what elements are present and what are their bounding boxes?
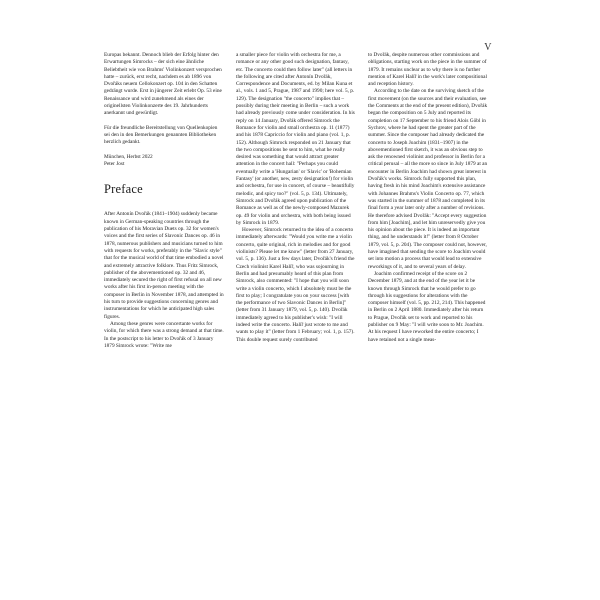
- text-column-1: [104, 52, 224, 350]
- preface-paragraph-2: Among these genres were concertante works for violin, for which there was a strong demand at that time. In the postscript to his letter to Dvořák of 3 January 1879 Simrock wrote: "Write me: [104, 320, 224, 349]
- column3-paragraph-2: According to the date on the surviving sketch of the first movement (on the sources and their evaluation, see the Comments at the end of the present edition), Dvořák began the composition on 5 July and reported its completion on 17 September to his friend Alois Göbl in Sychrov, where he had spent the greater part of the summer. Since the composer had already dedicated the concerto to Joseph Joachim (1831–1907) in the abovementioned first sketch, it was an obvious step to ask the renowned violinist and professor in Berlin for a critical perusal – all the more so since in July 1879 at an encounter in Berlin Joachim had shown great interest in Dvořák's works. Simrock fully supported this plan, having fresh in his mind Joachim's extensive assistance with Johannes Brahms's Violin Concerto op. 77, which was started in the summer of 1878 and completed in its final form a year later only after a number of revisions. He therefore advised Dvořák: "Accept every suggestion from him [Joachim], and let him unreservedly give you his opinion about the piece. It is indeed an important thing, and he understands it!" (letter from 8 October 1879, vol. 5, p. 204). The composer could not, however, have imagined that sending the score to Joachim would set into motion a process that would lead to extensive reworkings of it, and to several years of delay.: [368, 88, 488, 270]
- column3-paragraph-1: to Dvořák, despite numerous other commissions and obligations, starting work on the piece in the summer of 1879. It remains unclear as to why there is no further mention of Karel Halíř in the work's later compositional and reception history.: [368, 52, 487, 88]
- page-number: V: [484, 42, 492, 53]
- text-column-2: [236, 52, 356, 344]
- column2-paragraph-1: a smaller piece for violin with orchestra for me, a romance or any other good such designation, fantasy, etc. The concerto could then follow later" (all letters in the following are cited after Antonín Dvořák, Correspondence and Documents, ed. by Milan Kuna et al., vols. 1 and 5, Prague, 1987 and 1990; here vol. 5, p. 129). The designation "the concerto" implies that – possibly during their meeting in Berlin – such a work had already previously come under consideration. In his reply on 14 January, Dvořák offered Simrock the Romance for violin and small orchestra op. 11 (1877) and his 1878 Capriccio for violin and piano (vol. 1, p. 152). Although Simrock responded on 21 January that the two compositions be sent to him, what he really desired was something that would attract greater attention in the concert hall: "Perhaps you could eventually write a 'Hungarian' or 'Slavic' or 'Bohemian Fantasy' (or another, new, zesty designation!) for violin and orchestra, for use in concert, of course – beautifully melodic, and spicy too?" (vol. 5, p. 134). Ultimately, Simrock and Dvořák agreed upon publication of the Romance as well as of the newly-composed Mazurek op. 49 for violin and orchestra, with both being issued by Simrock in 1879.: [236, 52, 355, 226]
- preface-paragraph-1: After Antonín Dvořák (1841–1904) suddenly became known in German-speaking countries through the publication of his Moravian Duets op. 32 for women's voices and the first series of Slavonic Dances op. 46 in 1878, numerous publishers and musicians turned to him with requests for works, preferably in the "Slavic style" that for the musical world of that time embodied a novel and extremely attractive folklore. Thus Fritz Simrock, publisher of the abovementioned op. 32 and 46, immediately secured the right of first refusal on all new works after his first in-person meeting with the composer in Berlin in November 1878, and attempted in his turn to provide suggestions concerning genres and instrumentations for which he anticipated high sales figures.: [104, 211, 224, 320]
- text-column-3: [368, 52, 488, 344]
- place-date: München, Herbst 2022: [104, 153, 153, 160]
- german-paragraph: Europas bekannt. Dennoch blieb der Erfolg hinter den Erwartungen Simrocks – der sich eine ähnliche Beliebtheit wie von Brahms' Violinkonzert versprochen hatte – zurück, erst recht, nachdem es ab 1896 von Dvořáks neuem Cellokonzert op. 104 in den Schatten gedrängt wurde. Erst in jüngerer Zeit erlebt Op. 53 eine Renaissance und wird zunehmend als eines der originellsten Violinkonzerte des 19. Jahrhunderts anerkannt und gewürdigt.: [104, 52, 222, 117]
- author-name: Peter Jost: [104, 160, 125, 167]
- preface-heading: Preface: [104, 182, 143, 197]
- column2-paragraph-2: However, Simrock returned to the idea of a concerto immediately afterwards: "Would you write me a violin concerto, quite original, rich in melodies and for good violinists? Please let me know" (letter from 27 January, vol. 5, p. 136). Just a few days later, Dvořák's friend the Czech violinist Karel Halíř, who was sojourning in Berlin and had presumably heard of this plan from Simrock, also commented: "I hope that you will soon write a violin concerto, which I absolutely must be the first to play; I congratulate you on your success [with the performance of two Slavonic Dances in Berlin]" (letter from 31 January 1879, vol. 5, p. 140). Dvořák immediately agreed to his publisher's wish: "I will indeed write the concerto. Halíř just wrote to me and wants to play it" (letter from 1 February; vol. 1, p. 157). This double request surely contributed: [236, 227, 355, 343]
- column3-paragraph-3: Joachim confirmed receipt of the score on 2 December 1879, and at the end of the year let it be known through Simrock that he would prefer to go through his suggestions for alterations with the composer himself (vol. 5, pp. 212, 214). This happened in Berlin on 2 April 1880. Immediately after his return to Prague, Dvořák set to work and reported to his publisher on 9 May: "I will write soon to Mr. Joachim. At his request I have reworked the entire concerto; I have retained not a single meas-: [368, 270, 486, 343]
- acknowledgement-paragraph: Für die freundliche Bereitstellung von Quellenkopien sei den in den Bemerkungen genannten Bibliotheken herzlich gedankt.: [104, 124, 218, 146]
